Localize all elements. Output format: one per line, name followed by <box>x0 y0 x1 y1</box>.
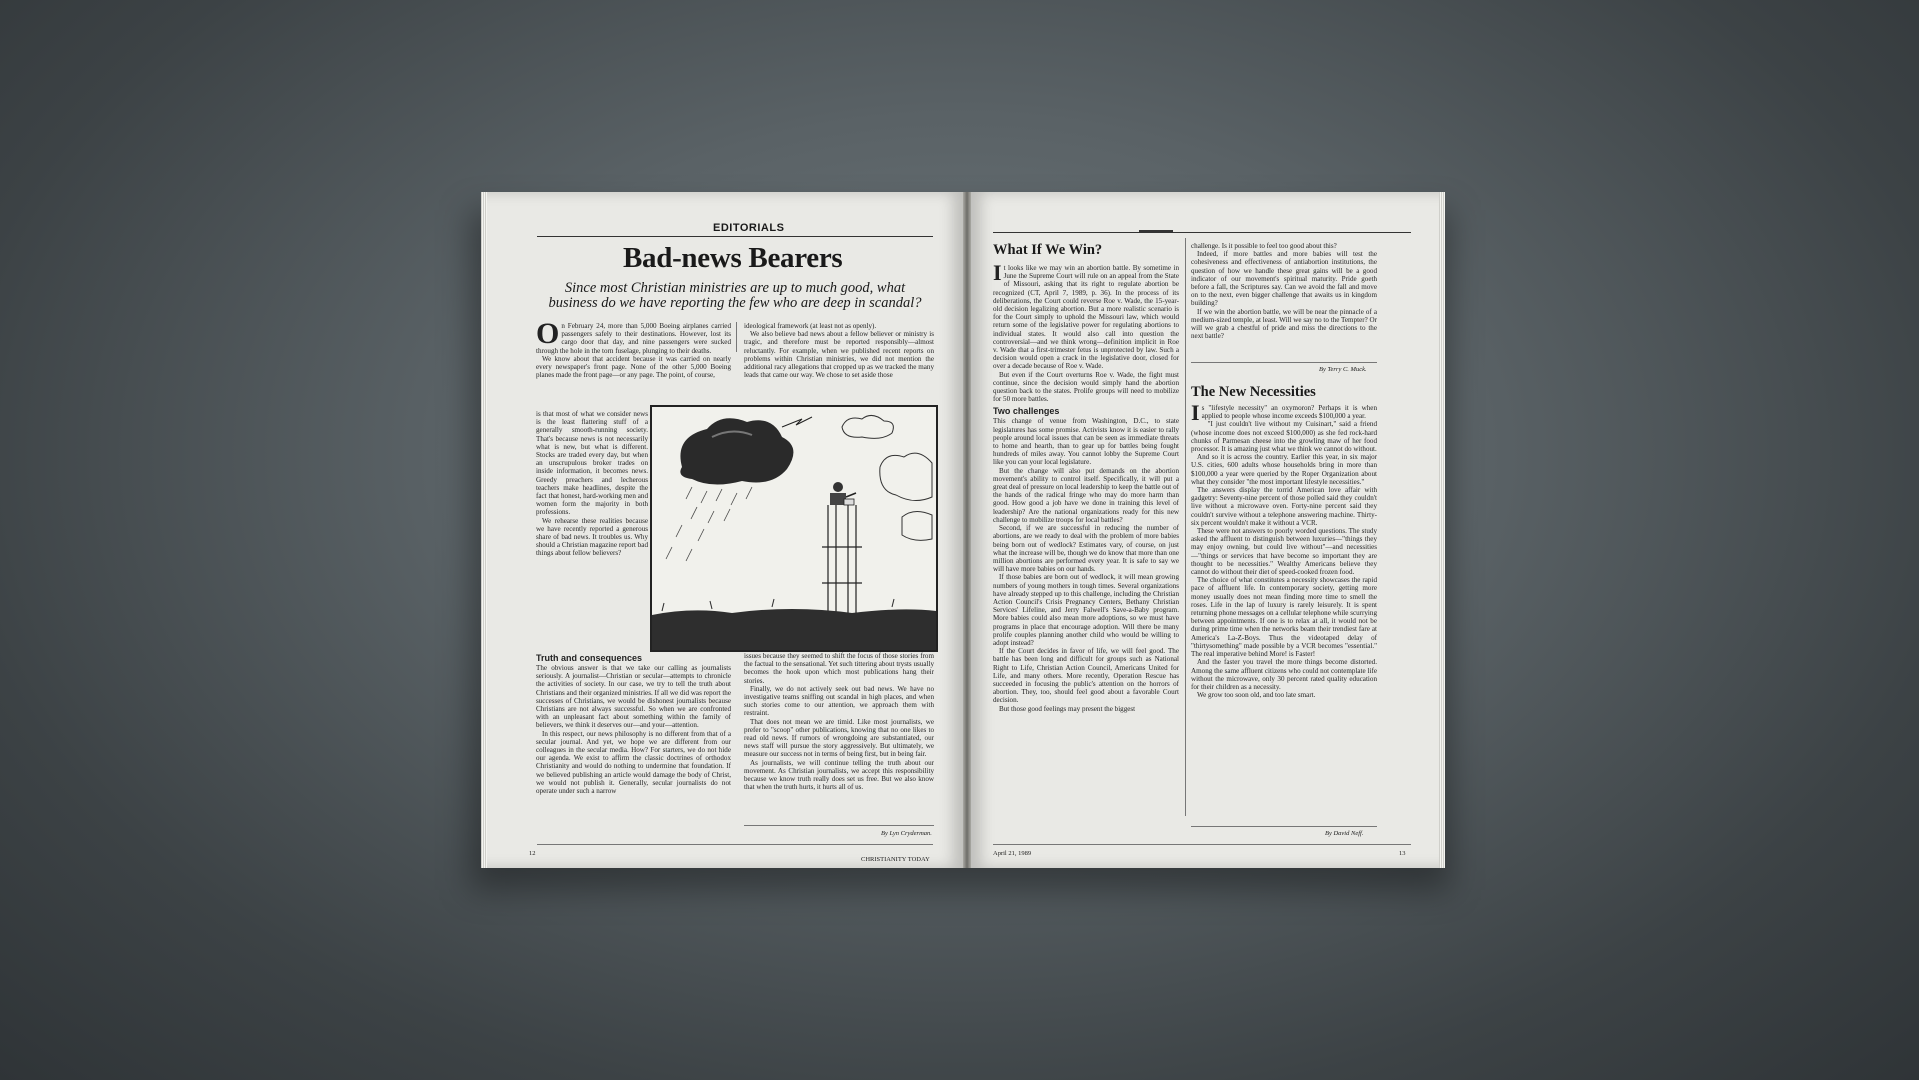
paragraph: We rehearse these realities because we have recently reported a generous share of bad news. It troubles us. Why should a Christian magazine report bad things about fellow believers? <box>536 516 648 558</box>
paragraph: But the change will also put demands on the abortion movement's ability to control itself. Specifically, it will put a great deal of pressure on local leadership to keep the battle out of the hands of the radical fringe who may do more harm than good. How good a job have we done in training this level of leadership? Are the national organizations ready for this new challenge to mobilize troops for local battles? <box>993 466 1179 524</box>
paragraph: If those babies are born out of wedlock, it will mean growing numbers of young mothers in tough times. Several organizations have already stepped up to this challenge, including the Christian Action Council's Crisis Pregnancy Centers, Bethany Christian Services' Lifeline, and Jerry Falwell's Save-a-Baby program. More babies could also mean more adoptions, so we must have programs in place that encourage adoption. Will there be many prolife couples planning another child who would be willing to adopt instead? <box>993 573 1179 647</box>
paragraph: We know about that accident because it was carried on nearly every newspaper's front page. None of the other 5,000 Boeing planes made the front page—or any page. The point, of course, <box>536 354 731 380</box>
paragraph: The obvious answer is that we take our calling as journalists seriously. A journalist—Christian or secular—attempts to chronicle the activities of society. In our case, we try to tell the truth about Christians and their organized ministries. If all we did was report the successes of Christians, we would be dishonest journalists because Christians are not always successful. So when we are confronted with an unpleasant fact about something within the family of believers, we think it deserves our—and your—attention. <box>536 664 731 730</box>
left-col1-top <box>536 317 731 380</box>
footer-rule <box>993 844 1411 845</box>
page-date: April 21, 1989 <box>993 850 1032 857</box>
paragraph: But those good feelings may present the biggest <box>999 704 1136 713</box>
paragraph: If the Court decides in favor of life, we will feel good. The battle has been long and difficult for groups such as National Right to Life, Christian Action Council, Americans United for Life, and many others. More recently, Operation Rescue has succeeded in focusing the public's attention on the horrors of abortion. They, too, should feel good about a favorable Court decision. <box>993 647 1179 705</box>
page-edge <box>481 192 487 868</box>
storm-cloud-cartoon <box>652 407 936 650</box>
dropcap: O <box>536 317 560 350</box>
column-rule <box>736 322 737 352</box>
paragraph: issues because they seemed to shift the focus of those stories from the factual to the sensational. Yet such tittering about trysts usually becomes the hook upon which most publications hang their stories. <box>744 652 934 685</box>
header-mark <box>1139 230 1173 232</box>
paragraph: ideological framework (at least not as openly). <box>744 322 877 330</box>
paragraph: We also believe bad news about a fellow believer or ministry is tragic, and therefore must be reported responsibly—almost reluctantly. For example, when we published recent reports on problems within Christian ministries, we did not mention the additional racy allegations that cropped up as we tracked the many leads that came our way. We chose to set aside those <box>744 330 934 380</box>
section-label: EDITORIALS <box>713 222 785 234</box>
dropcap: I <box>1191 400 1200 425</box>
paragraph: These were not answers to poorly worded questions. The study asked the affluent to distinguish between luxuries—"things they may enjoy owning, but could live without"—and necessities—"things or services that have become so important they are thought to be necessities." Wealthy Americans believe they cannot do without their diet of speed-cooked frozen food. <box>1191 527 1377 577</box>
paragraph: But even if the Court overturns Roe v. Wade, the fight must continue, since the decision would simply hand the abortion question back to the states. Prolife groups will need to mobilize for 50 more battles. <box>993 370 1179 404</box>
paragraph: challenge. Is it possible to feel too good about this? <box>1191 242 1337 250</box>
paragraph: "I just couldn't live without my Cuisinart," said a friend (whose income does not exceed $100,000) as she fed rock-hard chunks of Parmesan cheese into the growling maw of her food processor. It is amazing just what we think we cannot do without. <box>1191 420 1377 454</box>
paragraph: s "lifestyle necessity" an oxymoron? Perhaps it is when applied to people whose income exceeds $100,000 a year. <box>1201 404 1377 421</box>
paragraph: n February 24, more than 5,000 Boeing airplanes carried passengers safely to their destinations. However, lost its cargo door that day, and nine passengers were sucked through the hole in the torn fuselage, plunging to their deaths. <box>536 322 731 355</box>
byline: By David Neff. <box>1325 830 1364 837</box>
paragraph: is that most of what we consider news is the least flattering stuff of a generally smooth-running society. That's because news is not necessarily what is new, but what is different. Stocks are traded every day, but when an unscrupulous broker trades on inside information, it becomes news. Greedy preachers and lecherous teachers make headlines, despite the fact that honest, hard-working men and women form the majority in both professions. <box>536 410 648 517</box>
left-page <box>481 192 963 868</box>
byline: By Terry C. Muck. <box>1319 366 1367 373</box>
left-col1-bottom <box>536 650 731 795</box>
left-col2-top <box>744 322 934 379</box>
paragraph: That does not mean we are timid. Like most journalists, we prefer to "scoop" other publications, knowing that no one likes to read old news. If rumors of wrongdoing are substantiated, our news staff will pursue the story aggressively. But ultimately, we measure our success not in terms of being first, but in being fair. <box>744 717 934 759</box>
page-number: 13 <box>1399 850 1406 857</box>
paragraph: If we win the abortion battle, we will be near the pinnacle of a medium-sized temple, at least. Will we say no to the Tempter? Or will we grab a chestful of pride and miss the directions to the next battle? <box>1191 307 1377 341</box>
article1-col2 <box>1191 242 1377 340</box>
paragraph: t looks like we may win an abortion battle. By sometime in June the Supreme Court will rule on an appeal from the State of Missouri, asking that its right to regulate abortion be recognized (CT, April 7, 1989, p. 36). In the process of its deliberations, the Court could reverse Roe v. Wade, the 15-year-old decision legalizing abortion. But a more realistic scenario is for the Court simply to uphold the Missouri law, which would return some of the legislative power for regulating abortions to individual states. It would also call into question the controversial—and we think wrong—definition implicit in Roe v. Wade that a first-trimester fetus is unprotected by law. Such a decision would open a crack in the legislative door, closed for over a decade because of Roe v. Wade. <box>993 264 1179 371</box>
paragraph: And so it is across the country. Earlier this year, in six major U.S. cities, 600 adults whose households bring in more than $100,000 a year were queried by the Roper Organization about what they consider "the most important lifestyle necessities." <box>1191 453 1377 486</box>
paragraph: We grow too soon old, and too late smart. <box>1197 691 1316 700</box>
footer-magazine: CHRISTIANITY TODAY <box>861 856 930 863</box>
paragraph: The answers display the torrid American love affair with gadgetry: Seventy-nine percent of those polled said they couldn't live without a microwave oven. Forty-nine percent said they couldn't survive without a telephone answering machine. Thirty-six percent wouldn't make it without a VCR. <box>1191 486 1377 527</box>
header-rule <box>993 232 1411 233</box>
paragraph: And the faster you travel the more things become distorted. Among the same affluent citizens who could not contemplate life without the microwave, only 30 percent rated quality education for their children as a necessity. <box>1191 658 1377 691</box>
subhead: Two challenges <box>993 406 1060 417</box>
article1-col1 <box>993 260 1179 713</box>
paragraph: Second, if we are successful in reducing the number of abortions, are we ready to deal with the problem of more babies being born out of wedlock? Estimates vary, of course, on just what the increase will be, though we do know that more than one million abortions are performed every year. It is safe to say we will have more babies on our hands. <box>993 524 1179 574</box>
paragraph: In this respect, our news philosophy is no different from that of a secular journal. And yet, we hope we are different from our colleagues in the secular media. How? For starters, we do not hide our agenda. We exist to affirm the classic doctrines of orthodox Christianity and would do nothing to undermine that foundation. If we believed publishing an article would damage the body of Christ, we would not publish it. Generally, secular journalists do not operate under such a narrow <box>536 729 731 796</box>
page-number: 12 <box>529 850 536 857</box>
header-rule <box>537 236 933 237</box>
left-col2-bottom <box>744 652 934 791</box>
headline: Bad-news Bearers <box>623 242 843 274</box>
right-page <box>971 192 1445 868</box>
footer-rule <box>537 844 933 845</box>
paragraph: This change of venue from Washington, D.C., to state legislatures has some promise. Activists know it is easier to rally people around local issues that can be seen as immediate threats to home and hearth, than to gear up for battles being fought hundreds of miles away. You cannot lobby the Supreme Court like you can your local legislature. <box>993 417 1179 467</box>
byline-rule <box>1191 362 1377 363</box>
dropcap: I <box>993 260 1002 285</box>
article2-col <box>1191 400 1377 700</box>
page-edge <box>1439 192 1445 868</box>
cartoon-illustration <box>650 405 938 652</box>
magazine-spread <box>481 192 1445 868</box>
article-title: The New Necessities <box>1191 384 1316 400</box>
column-rule <box>1185 238 1186 816</box>
left-col1-narrow <box>536 410 648 558</box>
subhead: Truth and consequences <box>536 653 643 663</box>
gutter <box>963 192 971 868</box>
byline: By Lyn Cryderman. <box>881 830 932 837</box>
byline-rule <box>744 825 934 826</box>
paragraph: The choice of what constitutes a necessity showcases the rapid pace of affluent life. In contemporary society, getting more money usually does not mean finding more time to smell the roses. Life in the lap of luxury is rarely leisurely. It is spent returning phone messages on a cellular telephone while scurrying between appointments. If one is to relax at all, it would not be during prime time when the networks beam their trendiest fare at America's La-Z-Boys. Thus the videotaped delay of "thirtysomething" made possible by a VCR becomes "essential." The real imperative behind More! is Faster! <box>1191 576 1377 659</box>
byline-rule <box>1191 826 1377 827</box>
article-title: What If We Win? <box>993 242 1103 258</box>
paragraph: Finally, we do not actively seek out bad news. We have no investigative teams sniffing out scandal in high places, and when such stories come to our attention, we approach them with restraint. <box>744 684 934 718</box>
dek: Since most Christian ministries are up to much good, what business do we have reporting the few who are deep in scandal? <box>548 280 922 311</box>
paragraph: As journalists, we will continue telling the truth about our movement. As Christian journalists, we accept this responsibility because we know truth really does set us free. But we also know that when the truth hurts, it hurts all of us. <box>744 758 934 792</box>
paragraph: Indeed, if more battles and more babies will test the cohesiveness and effectiveness of antiabortion institutions, the question of how we handle these great gains will be a good indicator of our movement's spiritual maturity. Pride goeth before a fall, the Scriptures say. Can we avoid the fall and move on to the next, even bigger challenge that awaits us in kingdom building? <box>1191 250 1377 308</box>
